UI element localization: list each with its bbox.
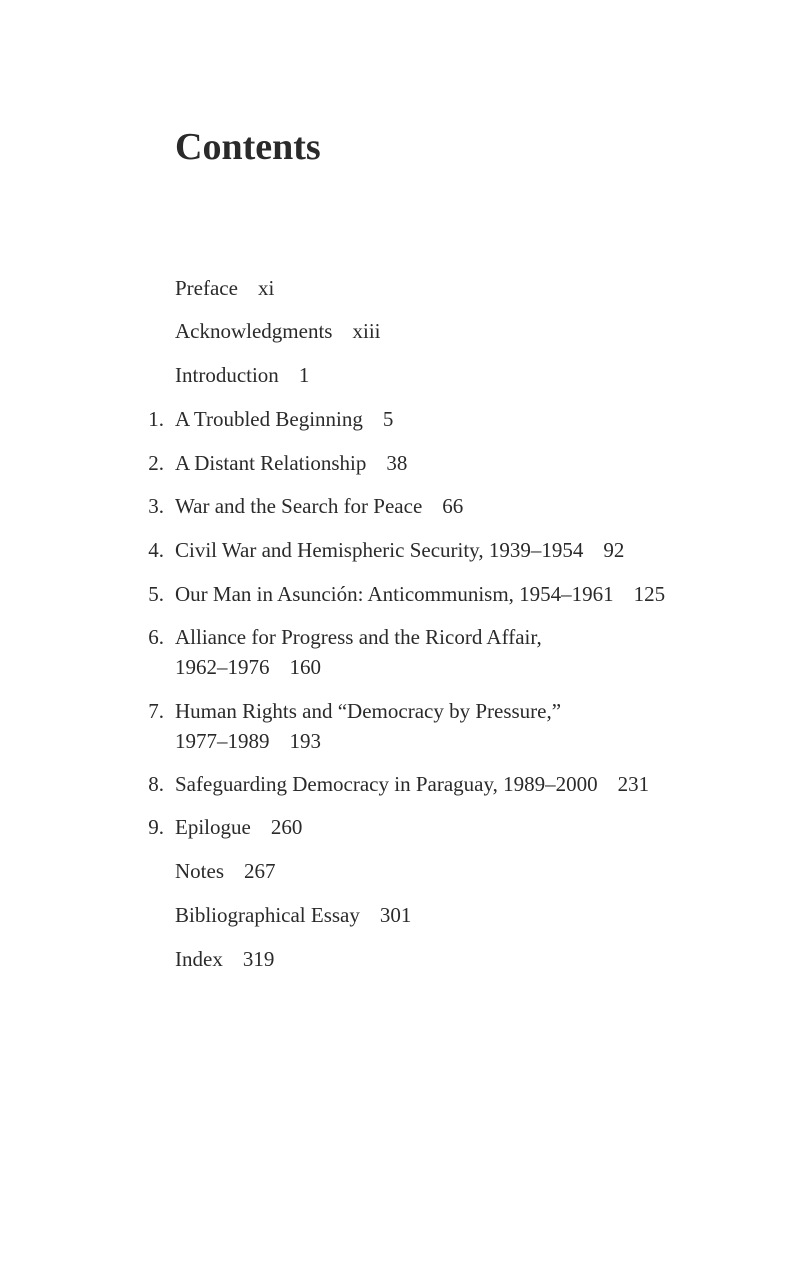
entry-title: Alliance for Progress and the Ricord Affair,: [175, 625, 542, 649]
entry-page-number: 66: [442, 494, 464, 518]
entry-title: Notes: [175, 859, 224, 883]
entry-page-number: 1: [298, 363, 310, 387]
entry-title: A Distant Relationship: [175, 451, 367, 475]
entry-page-number: 260: [270, 815, 303, 839]
entry-page-number: xi: [257, 276, 275, 300]
entry-title-continued: 1977–1989: [175, 729, 270, 753]
entry-number: 1.: [148, 407, 164, 431]
entry-page-number: 5: [382, 407, 394, 431]
entry-page-number: 160: [289, 655, 321, 679]
entry-number: 4.: [148, 538, 164, 562]
entry-page-number: 301: [379, 903, 412, 927]
entry-title-continued: 1962–1976: [175, 655, 270, 679]
entry-title: Index: [175, 947, 223, 971]
page-title: Contents: [175, 126, 321, 168]
entry-page-number: 193: [289, 729, 321, 753]
entry-title: Bibliographical Essay: [175, 903, 360, 927]
entry-number: 3.: [148, 494, 164, 518]
entry-page-number: 125: [633, 582, 666, 606]
entry-number: 6.: [148, 625, 164, 649]
entry-title: War and the Search for Peace: [175, 494, 423, 518]
entry-title: Our Man in Asunción: Anticommunism, 1954–1961: [175, 582, 614, 606]
entry-title: A Troubled Beginning: [175, 407, 363, 431]
entry-number: 5.: [148, 582, 164, 606]
entry-title: Preface: [175, 276, 238, 300]
entry-page-number: 319: [242, 947, 275, 971]
entry-number: 9.: [148, 815, 164, 839]
entry-title: Civil War and Hemispheric Security, 1939–1954: [175, 538, 584, 562]
entry-number: 7.: [148, 699, 164, 723]
entry-title: Introduction: [175, 363, 279, 387]
entry-title: Epilogue: [175, 815, 251, 839]
entry-number: 2.: [148, 451, 164, 475]
entry-page-number: 231: [617, 772, 650, 796]
entry-title: Human Rights and “Democracy by Pressure,”: [175, 699, 562, 723]
entry-page-number: 38: [386, 451, 408, 475]
entry-title: Safeguarding Democracy in Paraguay, 1989–2000: [175, 772, 598, 796]
entry-page-number: 267: [244, 859, 276, 883]
entry-title: Acknowledgments: [175, 319, 333, 343]
entry-number: 8.: [148, 772, 164, 796]
entry-page-number: xiii: [352, 319, 381, 343]
entry-page-number: 92: [603, 538, 625, 562]
